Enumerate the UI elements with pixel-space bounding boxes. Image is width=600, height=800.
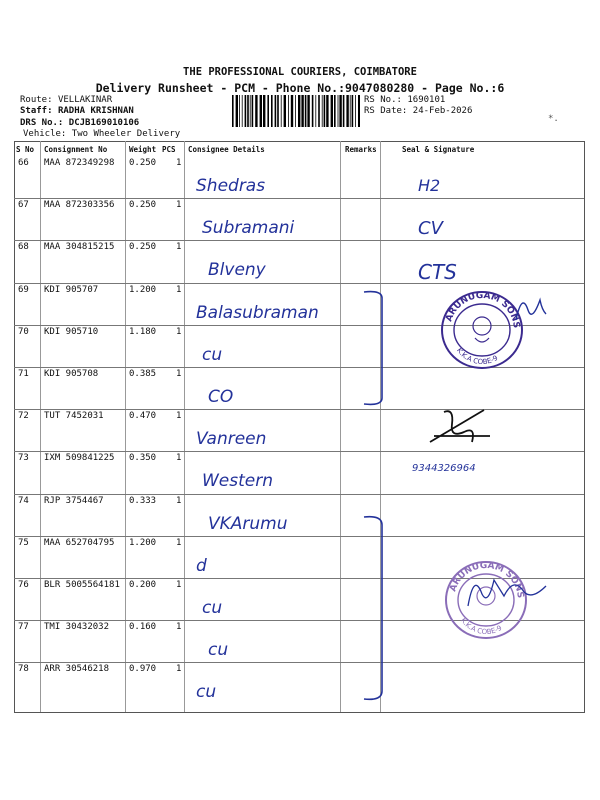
- remarks-bracket-icon: [360, 513, 390, 703]
- row-sno: 68: [18, 242, 29, 253]
- stamp-top-text: ARUNUGAM SONS: [444, 290, 522, 329]
- drs-value: DCJB169010106: [68, 118, 140, 128]
- row-weight: 0.470: [129, 411, 157, 422]
- signature-scribble-icon: [424, 402, 494, 450]
- barcode-bar: [318, 95, 320, 127]
- row-consignee-signature: Western: [202, 471, 274, 492]
- row-consignee-signature: CO: [208, 387, 234, 407]
- row-divider: [14, 662, 584, 663]
- row-consignment-no: ARR 30546218: [44, 664, 110, 675]
- barcode-bar: [263, 95, 265, 127]
- row-receiver-signature: 9344326964: [412, 463, 476, 475]
- stamp-bottom-text: K.K.A COBE-9: [458, 616, 504, 637]
- barcode-bar: [281, 95, 282, 127]
- staff-value: RADHA KRISHNAN: [57, 106, 134, 116]
- row-consignment-no: MAA 304815215: [44, 242, 115, 253]
- row-consignee-signature: Blveny: [208, 260, 266, 281]
- barcode-bar: [339, 95, 341, 127]
- row-receiver-signature: CTS: [418, 260, 457, 285]
- barcode-bar: [267, 95, 269, 127]
- row-divider: [14, 283, 584, 284]
- barcode-bar: [338, 95, 339, 127]
- row-weight: 0.160: [129, 622, 157, 633]
- row-consignment-no: BLR 5005564181: [44, 580, 120, 590]
- row-divider: [14, 536, 584, 537]
- vehicle-line: Vehicle: Two Wheeler Delivery: [23, 129, 181, 139]
- row-pcs: 1: [176, 580, 182, 590]
- row-sno: 67: [18, 200, 29, 211]
- barcode-bar: [301, 95, 303, 127]
- row-weight: 0.333: [129, 495, 157, 506]
- row-consignee-signature: cu: [202, 598, 223, 618]
- row-pcs: 1: [176, 369, 182, 379]
- row-consignee-signature: cu: [202, 344, 223, 365]
- row-sno: 76: [18, 580, 29, 590]
- row-consignment-no: KDI 905710: [44, 326, 99, 337]
- barcode-bar: [331, 95, 333, 127]
- col-header-pcs: PCS: [162, 145, 176, 154]
- row-consignment-no: IXM 509841225: [44, 453, 115, 464]
- row-divider: [14, 198, 584, 199]
- barcode-bar: [324, 95, 326, 127]
- barcode-bar: [255, 95, 257, 127]
- col-header-weight: Weight: [129, 145, 157, 154]
- row-pcs: 1: [176, 411, 182, 422]
- barcode-bar: [322, 95, 323, 127]
- barcode-bar: [291, 95, 293, 127]
- col-divider: [184, 141, 185, 712]
- row-consignment-no: MAA 872349298: [44, 158, 115, 168]
- signature-scribble-icon: [510, 290, 550, 330]
- runsheet-title: Delivery Runsheet - PCM - Phone No.:9047080280 - Page No.:6: [95, 81, 505, 95]
- row-pcs: 1: [176, 622, 182, 633]
- stamp-bottom-text: K.K.A COBE-9: [454, 346, 500, 367]
- barcode-bar: [305, 95, 307, 127]
- row-divider: [14, 451, 584, 452]
- barcode-bar: [236, 95, 238, 127]
- col-header-remarks: Remarks: [345, 145, 377, 154]
- row-receiver-signature: CV: [418, 218, 443, 240]
- row-pcs: 1: [176, 326, 182, 337]
- barcode-bar: [239, 95, 240, 127]
- row-weight: 0.970: [129, 664, 157, 675]
- row-consignee-signature: VKArumu: [208, 513, 288, 534]
- row-sno: 70: [18, 326, 29, 337]
- row-divider: [14, 409, 584, 410]
- barcode-bar: [260, 95, 262, 127]
- route-line: Route: VELLAKINAR: [20, 95, 113, 105]
- col-header-consignee: Consignee Details: [188, 145, 265, 154]
- vehicle-value: Two Wheeler Delivery: [71, 129, 181, 139]
- row-pcs: 1: [176, 664, 182, 675]
- company-title: THE PROFESSIONAL COURIERS, COIMBATORE: [183, 66, 417, 78]
- row-sno: 77: [18, 622, 29, 633]
- row-consignment-no: TUT 7452031: [44, 411, 104, 422]
- row-receiver-signature: H2: [418, 176, 441, 195]
- drs-line: DRS No.: DCJB169010106: [20, 118, 140, 128]
- barcode-bar: [350, 95, 351, 127]
- row-weight: 1.200: [129, 537, 157, 548]
- row-sno: 78: [18, 664, 29, 675]
- row-weight: 0.200: [129, 580, 157, 590]
- row-consignee-signature: cu: [196, 682, 217, 703]
- barcode-bar: [346, 95, 348, 127]
- row-consignee-signature: Vanreen: [196, 429, 267, 450]
- row-divider: [14, 494, 584, 495]
- col-header-seal: Seal & Signature: [402, 145, 475, 154]
- side-mark: *.: [548, 114, 559, 124]
- row-pcs: 1: [176, 453, 182, 464]
- rs-date-line: RS Date: 24-Feb-2026: [364, 106, 473, 116]
- barcode-bar: [247, 95, 249, 127]
- barcode-bar: [358, 95, 360, 127]
- barcode-bar: [250, 95, 251, 127]
- row-weight: 0.250: [129, 200, 157, 211]
- row-consignment-no: RJP 3754467: [44, 495, 104, 506]
- barcode-bar: [242, 95, 243, 127]
- row-consignment-no: TMI 30432032: [44, 622, 110, 633]
- barcode-bar: [315, 95, 316, 127]
- barcode-bar: [252, 95, 254, 127]
- row-consignee-signature: Balasubraman: [196, 302, 319, 323]
- row-consignment-no: MAA 652704795: [44, 537, 115, 548]
- rs-no-value: 1690101: [407, 95, 446, 105]
- row-weight: 1.180: [129, 326, 157, 337]
- row-pcs: 1: [176, 200, 182, 211]
- row-weight: 0.385: [129, 369, 157, 379]
- rs-no-line: RS No.: 1690101: [364, 95, 446, 105]
- row-weight: 0.250: [129, 158, 157, 168]
- row-consignee-signature: d: [196, 555, 207, 576]
- barcode-bar: [277, 95, 279, 127]
- barcode-bar: [355, 95, 356, 127]
- barcode-bar: [312, 95, 314, 127]
- col-divider: [340, 141, 341, 712]
- row-consignee-signature: Subramani: [202, 218, 295, 239]
- barcode-bar: [245, 95, 247, 127]
- row-consignee-signature: cu: [208, 640, 229, 661]
- barcode-bar: [232, 95, 234, 127]
- barcode-bar: [271, 95, 273, 127]
- row-pcs: 1: [176, 158, 182, 168]
- row-pcs: 1: [176, 495, 182, 506]
- row-pcs: 1: [176, 242, 182, 253]
- barcode-image: [232, 95, 360, 127]
- col-divider: [125, 141, 126, 712]
- staff-line: Staff: RADHA KRISHNAN: [20, 106, 134, 116]
- barcode-bar: [288, 95, 289, 127]
- barcode-bar: [334, 95, 336, 127]
- row-sno: 66: [18, 158, 29, 168]
- row-consignment-no: MAA 872303356: [44, 200, 115, 211]
- remarks-bracket-icon: [360, 288, 390, 408]
- barcode-bar: [307, 95, 309, 127]
- barcode-bar: [295, 95, 296, 127]
- rs-date-value: 24-Feb-2026: [412, 106, 473, 116]
- row-sno: 75: [18, 537, 29, 548]
- col-header-consignment: Consignment No: [44, 145, 108, 154]
- row-divider: [14, 240, 584, 241]
- row-consignee-signature: Shedras: [196, 176, 266, 196]
- col-header-sno: S No: [16, 145, 35, 154]
- row-consignment-no: KDI 905708: [44, 369, 99, 379]
- row-weight: 0.250: [129, 242, 157, 253]
- signature-scribble-icon: [464, 566, 554, 616]
- route-value: VELLAKINAR: [57, 95, 113, 105]
- row-sno: 69: [18, 284, 29, 295]
- row-sno: 73: [18, 453, 29, 464]
- row-weight: 0.350: [129, 453, 157, 464]
- row-sno: 74: [18, 495, 29, 506]
- row-pcs: 1: [176, 284, 182, 295]
- row-pcs: 1: [176, 537, 182, 548]
- col-divider: [40, 141, 41, 712]
- row-sno: 72: [18, 411, 29, 422]
- barcode-bar: [343, 95, 345, 127]
- row-consignment-no: KDI 905707: [44, 284, 99, 295]
- barcode-bar: [352, 95, 354, 127]
- barcode-bar: [326, 95, 328, 127]
- barcode-bar: [284, 95, 286, 127]
- barcode-bar: [298, 95, 300, 127]
- barcode-bar: [275, 95, 277, 127]
- row-weight: 1.200: [129, 284, 157, 295]
- row-sno: 71: [18, 369, 29, 379]
- stamp-top-text: ARUNUGAM SONS: [448, 560, 526, 599]
